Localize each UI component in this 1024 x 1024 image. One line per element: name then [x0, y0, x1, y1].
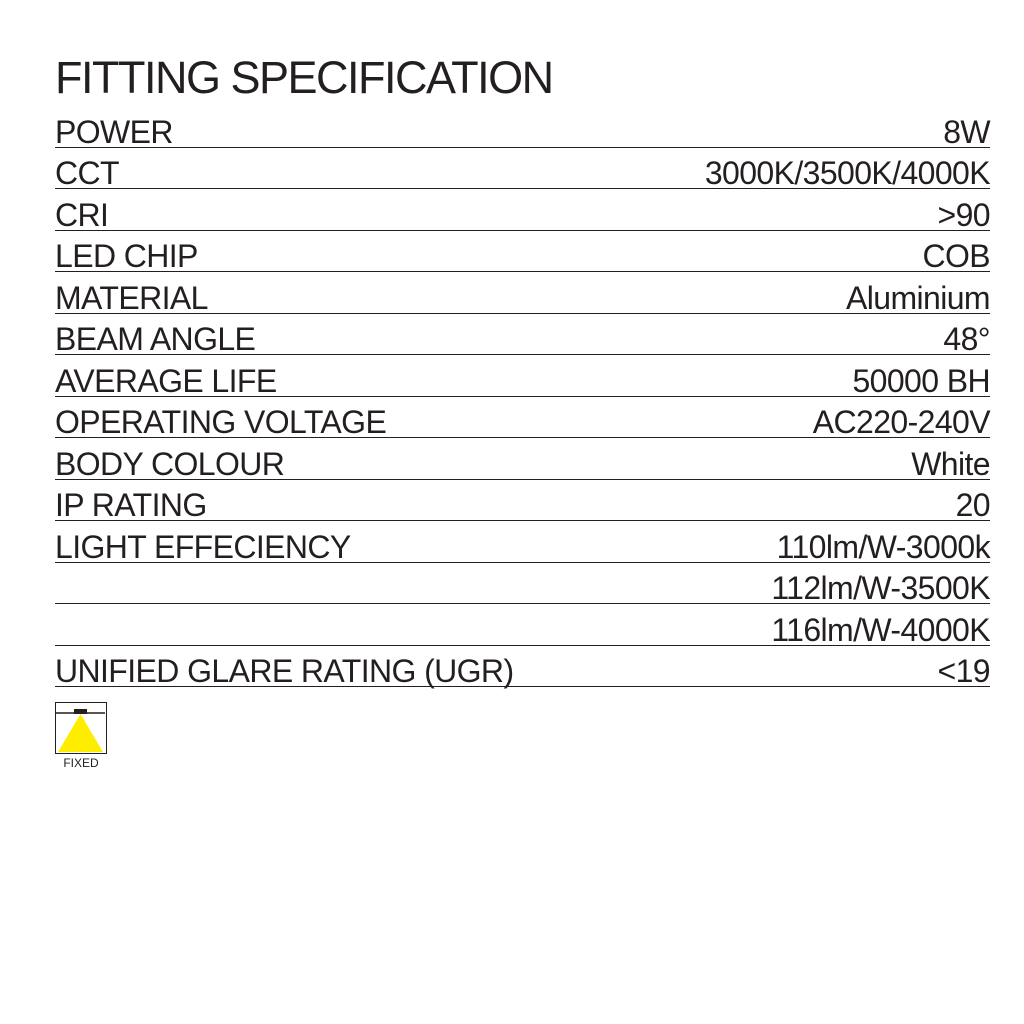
spec-table [55, 106, 990, 687]
spec-row-body-colour [55, 438, 990, 480]
spec-value: 48° [943, 321, 990, 357]
spec-row-cct [55, 148, 990, 190]
spec-label: OPERATING VOLTAGE [55, 404, 387, 440]
spec-label: CCT [55, 155, 119, 191]
spec-row-ugr [55, 646, 990, 688]
spec-label: BODY COLOUR [55, 445, 285, 482]
spec-value: 116lm/W-4000K [771, 611, 990, 648]
page-title: FITTING SPECIFICATION [55, 52, 553, 103]
spec-row-ip-rating [55, 480, 990, 522]
spec-value: 3000K/3500K/4000K [704, 155, 990, 191]
spec-label: LED CHIP [55, 238, 198, 274]
spec-value: Aluminium [846, 279, 990, 316]
spec-row-light-efficiency [55, 521, 990, 563]
spec-value: 110lm/W-3000k [776, 528, 990, 565]
spec-label: MATERIAL [55, 279, 208, 316]
spec-row-average-life [55, 355, 990, 397]
spec-label: IP RATING [55, 487, 207, 523]
spec-label: POWER [55, 113, 173, 150]
spec-row-operating-voltage [55, 397, 990, 439]
spec-label: CRI [55, 196, 109, 233]
spec-value: 8W [943, 113, 990, 150]
spec-row-beam-angle [55, 314, 990, 356]
spec-value: >90 [937, 196, 990, 233]
spec-row-material [55, 272, 990, 314]
spec-value: White [911, 445, 990, 482]
spec-row-cri [55, 189, 990, 231]
fixed-caption: FIXED [63, 756, 99, 770]
fixed-downlight-icon [55, 702, 107, 754]
spec-row-power [55, 106, 990, 148]
spec-row-light-efficiency-3500k [55, 563, 990, 605]
spec-value: <19 [937, 653, 990, 689]
spec-label: UNIFIED GLARE RATING (UGR) [55, 653, 514, 689]
spec-label: LIGHT EFFECIENCY [55, 528, 351, 565]
spec-value: 112lm/W-3500K [771, 570, 990, 606]
spec-row-light-efficiency-4000k [55, 604, 990, 646]
spec-value: 50000 BH [852, 362, 990, 399]
spec-value: AC220-240V [812, 404, 990, 440]
spec-label: AVERAGE LIFE [55, 362, 277, 399]
spec-value: COB [922, 238, 990, 274]
spec-value: 20 [955, 487, 990, 523]
spec-label: BEAM ANGLE [55, 321, 256, 357]
spec-row-led-chip [55, 231, 990, 273]
